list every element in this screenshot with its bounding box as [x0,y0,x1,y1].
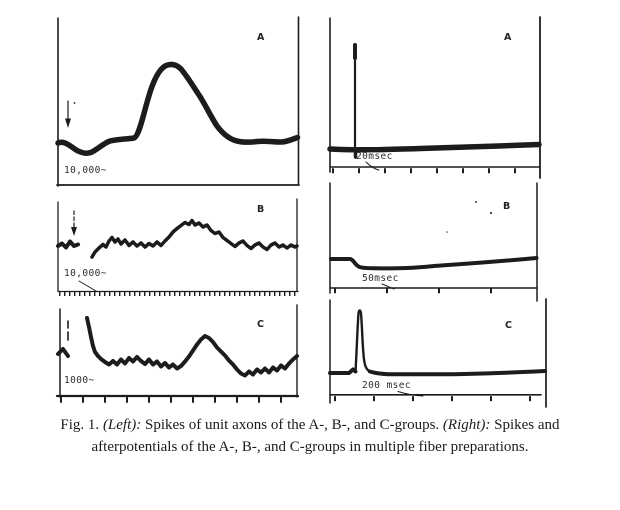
trace-baseline-pre [330,370,356,374]
scale-label-left-a: 10,000~ [64,165,107,176]
time-label-right-c: 200 msec [362,380,411,391]
trace-noisy-b [92,221,297,258]
panel-label-right-b: B [503,201,511,212]
caption-fig-number: Fig. 1. [60,417,100,433]
trace-baseline-post [370,371,545,374]
ink-speck [446,231,448,233]
trace-spike-c [356,311,371,372]
scale-label-left-b: 10,000~ [64,268,107,279]
panel-label-left-c: C [257,319,265,330]
panel-label-right-c: C [505,320,513,331]
trace-baseline-a [330,145,539,150]
label-leader-line [366,162,379,170]
ink-speck [490,212,492,214]
label-leader-line [79,281,96,291]
scale-label-left-c: 1000~ [64,375,95,386]
time-label-right-a: 20msec [356,151,393,162]
figure-caption [0,414,620,458]
stimulus-arrow-head [65,119,71,129]
trace-noisy-c [87,318,297,376]
trace-left-segment [58,349,68,356]
caption-left-marker: (Left): [102,417,142,433]
panel-label-left-b: B [257,204,265,215]
panel-label-right-a: A [504,32,512,43]
trace-compound-spike-a [58,64,298,153]
trace-afterpotential-b [331,258,537,268]
caption-right-text-start: Spikes and [494,417,560,433]
caption-line-2 [0,436,620,458]
caption-line-1 [0,414,620,436]
caption-right-text-end: afterpotentials of the A-, B-, and C-groups in multiple fiber preparations. [91,439,529,455]
ink-speck [74,102,76,104]
trace-left-segment [58,242,78,248]
ink-speck [475,201,477,203]
caption-right-marker: (Right): [442,417,491,433]
caption-left-text: Spikes of unit axons of the A-, B-, and C-groups. [145,417,440,433]
panel-label-left-a: A [257,32,265,43]
time-label-right-b: 50msec [362,273,399,284]
stimulus-arrow-head [71,227,77,236]
trace-spike-tip [358,310,361,313]
